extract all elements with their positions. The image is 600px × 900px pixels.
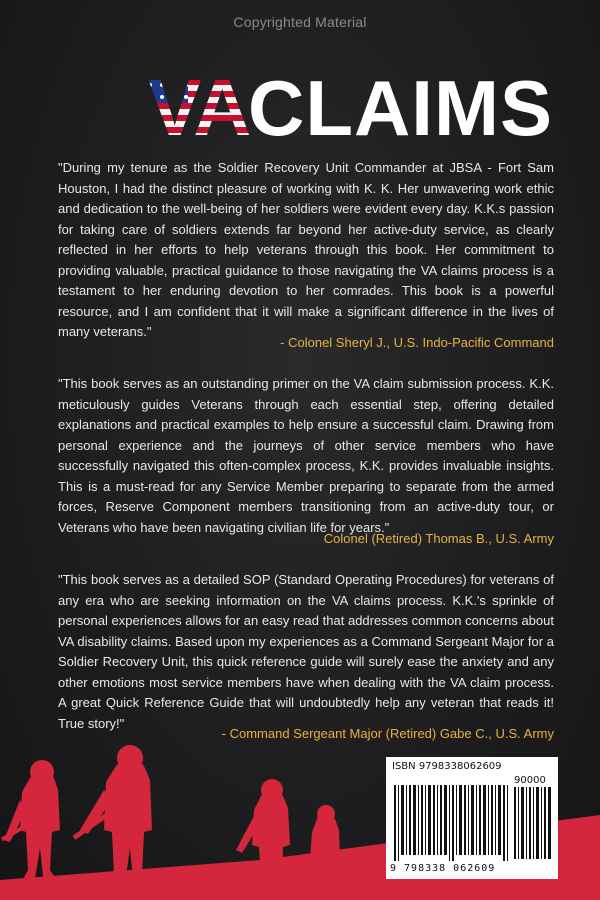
title-main: CLAIMS bbox=[248, 64, 553, 145]
price-code: 90000 bbox=[514, 775, 546, 786]
testimonial-2-attribution: Colonel (Retired) Thomas B., U.S. Army bbox=[323, 531, 554, 546]
title-prefix: VA bbox=[0, 55, 2, 56]
barcode bbox=[386, 757, 558, 879]
book-title bbox=[0, 55, 600, 145]
american-flag-letters-icon bbox=[140, 55, 250, 145]
isbn-label: ISBN 9798338062609 bbox=[392, 761, 502, 772]
testimonial-1-quote: "During my tenure as the Soldier Recovery Unit Commander at JBSA - Fort Sam Houston, I had the distinct pleasure of working with K. K. Her unwavering work ethic and dedication to the well-being of her soldiers were evident every day. K.K.s passion for taking care of soldiers extends far beyond her active-duty service, as clearly reflected in her efforts to help veterans through this book. Her commitment to providing valuable, practical guidance to those navigating the VA claims process is a testament to her enduring devotion to her comrades. This book is a powerful resource, and I am confident that it will make a significant difference in the lives of many veterans." bbox=[58, 160, 554, 339]
barcode-bars-icon bbox=[394, 785, 512, 861]
testimonial-2-quote: "This book serves as an outstanding primer on the VA claim submission process. K.K. meticulously guides Veterans through each essential step, offering detailed explanations and practical examples to help ensure a successful claim. Drawing from personal experience and the journeys of other service members who have successfully navigated this often-complex process, K.K. provides invaluable insights. This is a must-read for any Service Member preparing to separate from the armed forces, Reserve Component members transitioning from an active-duty tour, or Veterans who have been navigating civilian life for years." bbox=[58, 376, 554, 535]
barcode-digits: 9 798338 062609 bbox=[390, 863, 496, 874]
testimonial-1-attribution: - Colonel Sheryl J., U.S. Indo-Pacific Command bbox=[280, 335, 554, 350]
price-barcode-icon bbox=[514, 787, 552, 859]
copyright-watermark: Copyrighted Material bbox=[233, 14, 367, 30]
title-graphic bbox=[0, 55, 600, 145]
testimonial-3-attribution: - Command Sergeant Major (Retired) Gabe C., U.S. Army bbox=[221, 726, 554, 741]
testimonial-3-quote: "This book serves as a detailed SOP (Standard Operating Procedures) for veterans of any era who are seeking information on the VA claims process. K.K.'s sprinkle of personal experiences allows for an easy read that addresses common concerns about VA disability claims. Based upon my experiences as a Command Sergeant Major for a Soldier Recovery Unit, this quick reference guide will surely ease the anxiety and any other emotions most service members have when dealing with the VA claim process. A great Quick Reference Guide that will undoubtedly help any veteran that reads it! True story!" bbox=[58, 572, 554, 731]
